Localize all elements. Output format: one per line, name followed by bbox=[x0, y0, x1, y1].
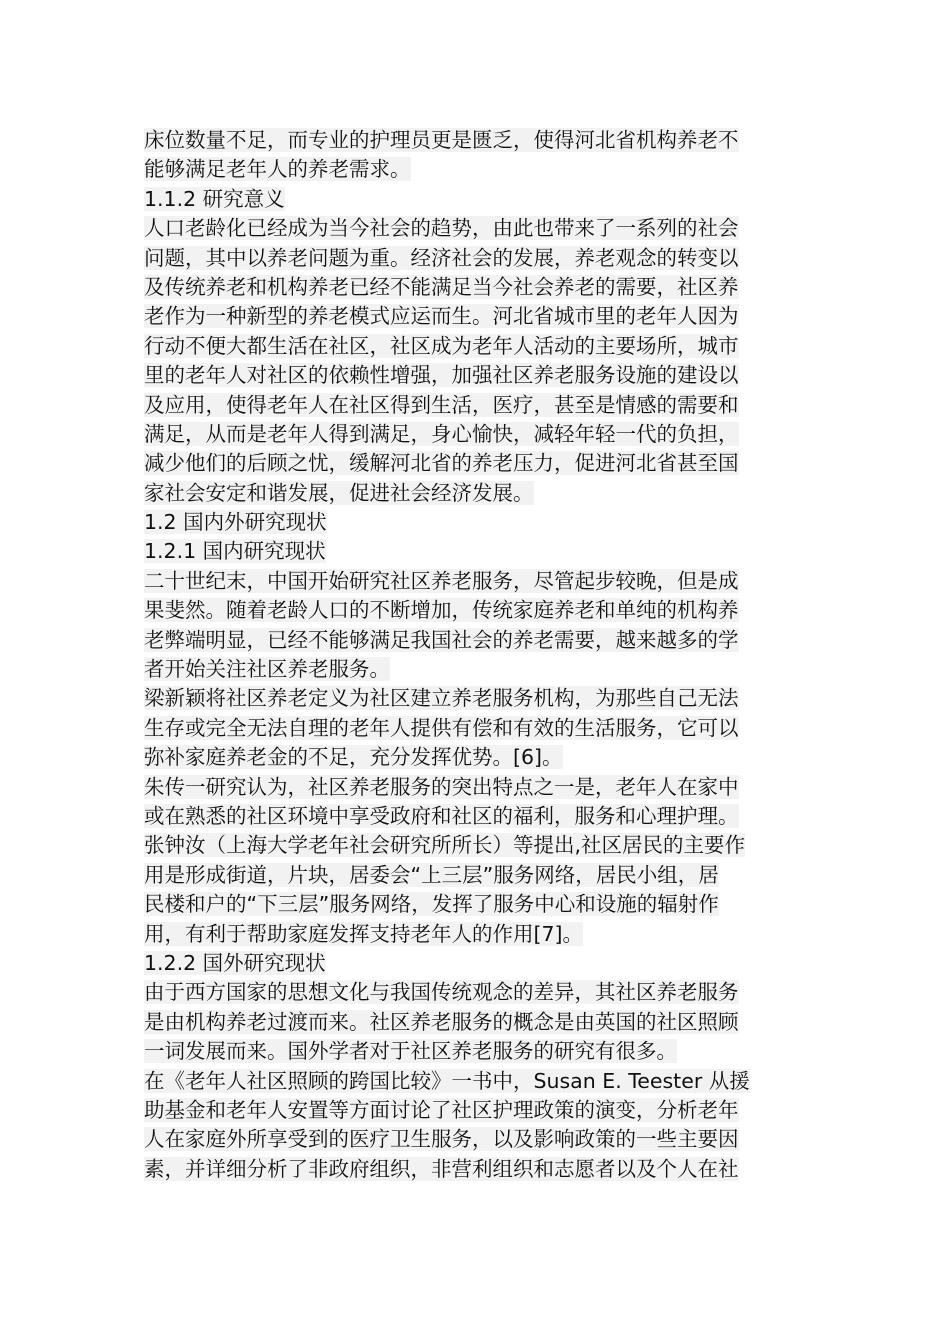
paragraph bbox=[144, 567, 824, 685]
text-line: 或在熟悉的社区环境中享受政府和社区的福利，服务和心理护理。 bbox=[144, 803, 739, 828]
text-line: 行动不便大都生活在社区，社区成为老年人活动的主要场所，城市 bbox=[144, 333, 739, 358]
paragraph bbox=[144, 831, 824, 949]
text-line: 张钟汝（上海大学老年社会研究所所长）等提出,社区居民的主要作 bbox=[144, 833, 746, 858]
section-heading: 1.1.2 研究意义 bbox=[144, 186, 285, 211]
text-line: 梁新颖将社区养老定义为社区建立养老服务机构，为那些自己无法 bbox=[144, 686, 739, 711]
text-line: 老弊端明显，已经不能够满足我国社会的养老需要，越来越多的学 bbox=[144, 627, 739, 652]
text-line: 助基金和老年人安置等方面讨论了社区护理政策的演变，分析老年 bbox=[144, 1097, 739, 1122]
paragraph bbox=[144, 978, 824, 1066]
subsection-heading: 1.2.1 国内研究现状 bbox=[144, 539, 326, 564]
text-line: 能够满足老年人的养老需求。 bbox=[144, 157, 411, 182]
text-line: 人口老龄化已经成为当今社会的趋势，由此也带来了一系列的社会 bbox=[144, 216, 739, 241]
text-line: 朱传一研究认为，社区养老服务的突出特点之一是，老年人在家中 bbox=[144, 774, 739, 799]
text-line: 及传统养老和机构养老已经不能满足当今社会养老的需要，社区养 bbox=[144, 274, 739, 299]
document-page bbox=[144, 126, 824, 1184]
text-line: 是由机构养老过渡而来。社区养老服务的概念是由英国的社区照顾 bbox=[144, 1009, 739, 1034]
paragraph bbox=[144, 214, 824, 508]
paragraph bbox=[144, 126, 824, 185]
text-line: 老作为一种新型的养老模式应运而生。河北省城市里的老年人因为 bbox=[144, 304, 739, 329]
text-line: 弥补家庭养老金的不足，充分发挥优势。[6]。 bbox=[144, 745, 563, 770]
text-line: 素，并详细分析了非政府组织，非营利组织和志愿者以及个人在社 bbox=[144, 1156, 739, 1181]
text-line: 由于西方国家的思想文化与我国传统观念的差异，其社区养老服务 bbox=[144, 980, 739, 1005]
text-line: 问题，其中以养老问题为重。经济社会的发展，养老观念的转变以 bbox=[144, 245, 739, 270]
text-line: 二十世纪末，中国开始研究社区养老服务，尽管起步较晚，但是成 bbox=[144, 568, 739, 593]
text-line: 满足，从而是老年人得到满足，身心愉快，减轻年轻一代的负担， bbox=[144, 421, 739, 446]
text-line: 生存或完全无法自理的老年人提供有偿和有效的生活服务，它可以 bbox=[144, 715, 739, 740]
paragraph bbox=[144, 773, 824, 832]
text-line: 里的老年人对社区的依赖性增强，加强社区养老服务设施的建设以 bbox=[144, 363, 739, 388]
text-line: 及应用，使得老年人在社区得到生活，医疗，甚至是情感的需要和 bbox=[144, 392, 739, 417]
text-line: 人在家庭外所享受到的医疗卫生服务，以及影响政策的一些主要因 bbox=[144, 1127, 739, 1152]
text-line: 果斐然。随着老龄人口的不断增加，传统家庭养老和单纯的机构养 bbox=[144, 598, 739, 623]
text-line: 床位数量不足，而专业的护理员更是匮乏，使得河北省机构养老不 bbox=[144, 128, 739, 152]
paragraph bbox=[144, 1067, 824, 1185]
text-line: 用是形成街道，片块，居委会“上三层”服务网络，居民小组，居 bbox=[144, 862, 719, 887]
text-line: 减少他们的后顾之忧，缓解河北省的养老压力，促进河北省甚至国 bbox=[144, 451, 739, 476]
text-line: 用，有利于帮助家庭发挥支持老年人的作用[7]。 bbox=[144, 921, 584, 946]
text-line: 者开始关注社区养老服务。 bbox=[144, 657, 390, 682]
subsection-heading: 1.2.2 国外研究现状 bbox=[144, 950, 326, 975]
paragraph bbox=[144, 684, 824, 772]
text-line: 一词发展而来。国外学者对于社区养老服务的研究有很多。 bbox=[144, 1039, 677, 1064]
section-heading: 1.2 国内外研究现状 bbox=[144, 510, 327, 535]
text-line: 家社会安定和谐发展，促进社会经济发展。 bbox=[144, 480, 534, 505]
text-line: 民楼和户的“下三层”服务网络，发挥了服务中心和设施的辐射作 bbox=[144, 892, 719, 917]
text-line: 在《老年人社区照顾的跨国比较》一书中，Susan E. Teester 从援 bbox=[144, 1068, 750, 1093]
